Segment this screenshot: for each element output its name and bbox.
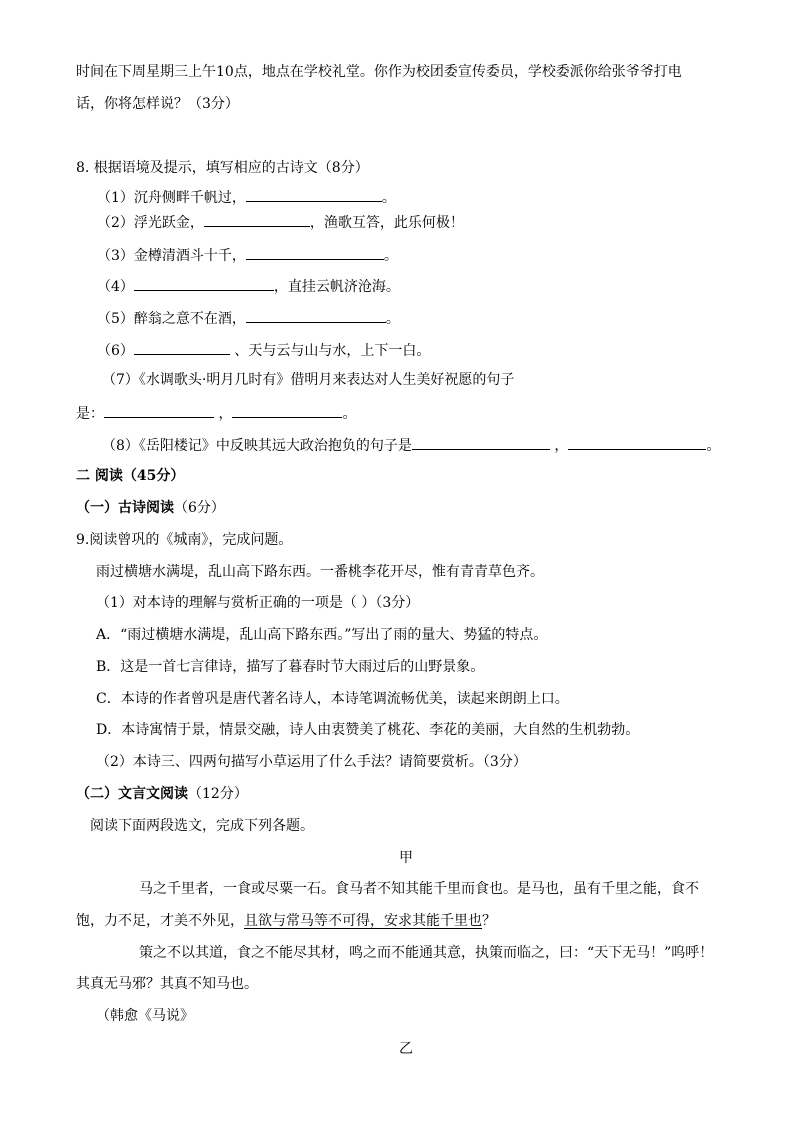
q8-item-8: （8）《岳阳楼记》中反映其远大政治抱负的句子是 ， 。 bbox=[102, 434, 720, 454]
answer-blank[interactable] bbox=[246, 244, 384, 260]
passage-jia-p1-line-2: 饱，力不足，才美不外见，且欲与常马等不可得，安求其能千里也？ bbox=[76, 913, 496, 929]
answer-blank[interactable] bbox=[246, 186, 382, 202]
passage-label-jia: 甲 bbox=[399, 850, 413, 866]
q8-item-7-line-1: （7）《水调歌头·明月几时有》借明月来表达对人生美好祝愿的句子 bbox=[102, 372, 515, 388]
q8-item-1: （1）沉舟侧畔千帆过， 。 bbox=[97, 186, 396, 206]
q9-part-1: （1）对本诗的理解与赏析正确的一项是（ ）（3分） bbox=[96, 595, 420, 611]
answer-blank[interactable] bbox=[204, 211, 310, 227]
option-d: D．本诗寓情于景，情景交融，诗人由衷赞美了桃花、李花的美丽，大自然的生机勃勃。 bbox=[96, 722, 640, 738]
passage-jia-p1-line-1: 马之千里者，一食或尽粟一石。食马者不知其能千里而食也。是马也，虽有千里之能，食不 bbox=[139, 881, 699, 897]
answer-blank[interactable] bbox=[134, 339, 230, 355]
passage-label-yi: 乙 bbox=[399, 1041, 413, 1057]
q9-title: 9.阅读曾巩的《城南》，完成问题。 bbox=[76, 532, 293, 548]
q7-continued-line-1: 时间在下周星期三上午10点，地点在学校礼堂。你作为校团委宣传委员，学校委派你给张爷爷打电 bbox=[76, 64, 682, 80]
q8-item-3: （3）金樽清酒斗十千， 。 bbox=[97, 244, 398, 264]
q8-item-6: （6） 、天与云与山与水，上下一白。 bbox=[97, 339, 430, 359]
answer-blank[interactable] bbox=[246, 307, 386, 323]
passage-source: （韩愈《马说》 bbox=[96, 1008, 194, 1024]
answer-blank[interactable] bbox=[134, 275, 274, 291]
q8-title: 8. 根据语境及提示，填写相应的古诗文（8分） bbox=[76, 160, 369, 176]
answer-blank[interactable] bbox=[232, 402, 342, 418]
passage-jia-p2-line-2: 其真无马邪？其真不知马也。 bbox=[76, 976, 258, 992]
q9-part-2: （2）本诗三、四两句描写小草运用了什么手法？请简要赏析。（3分） bbox=[96, 754, 527, 770]
underlined-sentence: 且欲与常马等不可得，安求其能千里也 bbox=[244, 913, 482, 929]
passage-jia-p2-line-1: 策之不以其道，食之不能尽其材，鸣之而不能通其意，执策而临之，曰：“天下无马！”呜呼！ bbox=[139, 945, 714, 961]
reading-instruction: 阅读下面两段选文，完成下列各题。 bbox=[90, 818, 314, 834]
answer-blank[interactable] bbox=[412, 434, 550, 450]
q8-item-7-line-2: 是： ， 。 bbox=[76, 402, 356, 422]
poem-text: 雨过横塘水满堤，乱山高下路东西。一番桃李花开尽，惟有青青草色齐。 bbox=[96, 564, 544, 580]
q8-item-5: （5）醉翁之意不在酒， 。 bbox=[97, 307, 400, 327]
q8-item-4: （4） ，直挂云帆济沧海。 bbox=[97, 275, 400, 295]
option-a: A．“雨过横塘水满堤，乱山高下路东西。”写出了雨的量大、势猛的特点。 bbox=[96, 627, 548, 643]
option-c: C．本诗的作者曾巩是唐代著名诗人，本诗笔调流畅优美，读起来朗朗上口。 bbox=[96, 691, 569, 707]
q8-item-2: （2）浮光跃金， ，渔歌互答，此乐何极！ bbox=[97, 211, 464, 231]
sub-section-2-title: （二）文言文阅读（12分） bbox=[76, 786, 248, 802]
answer-blank[interactable] bbox=[568, 434, 706, 450]
section-2-title: 二 阅读（45分） bbox=[76, 468, 185, 484]
sub-section-1-title: （一）古诗阅读（6分） bbox=[76, 500, 225, 516]
q7-continued-line-2: 话，你将怎样说？（3分） bbox=[76, 96, 239, 112]
option-b: B．这是一首七言律诗，描写了暮春时节大雨过后的山野景象。 bbox=[96, 659, 485, 675]
answer-blank[interactable] bbox=[104, 402, 214, 418]
